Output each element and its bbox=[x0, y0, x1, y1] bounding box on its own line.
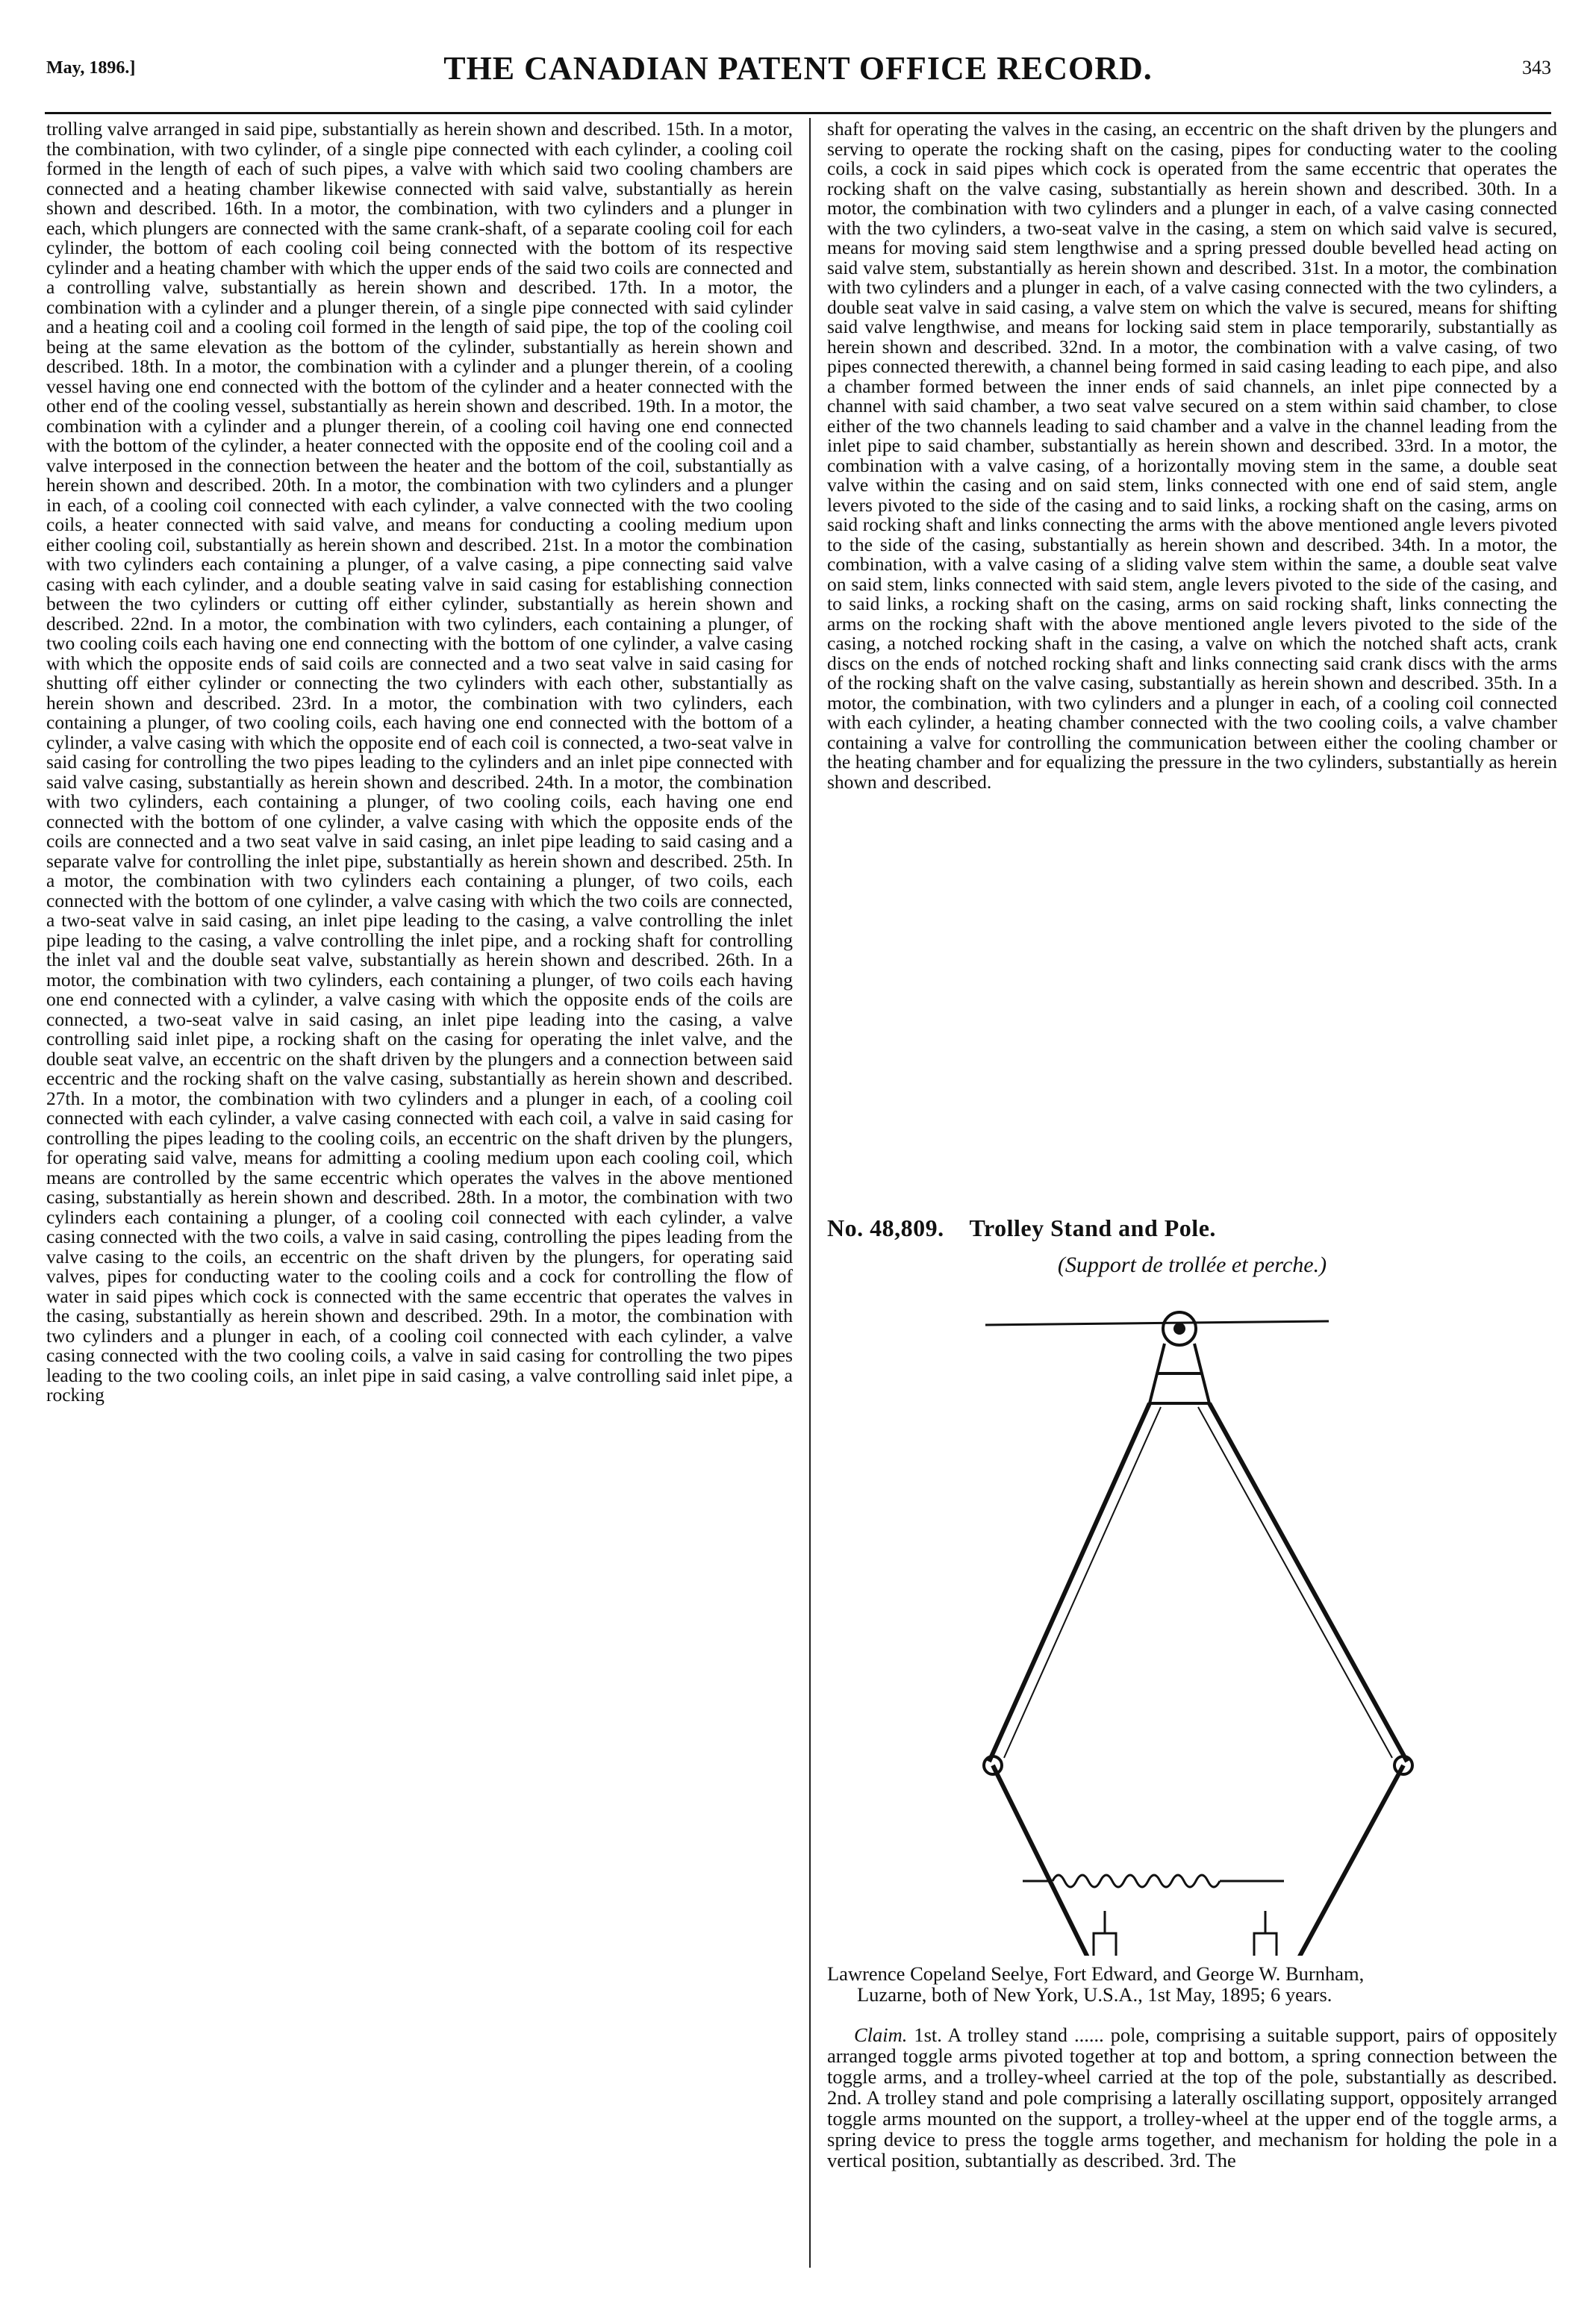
patent-title: Trolley Stand and Pole. bbox=[969, 1214, 1216, 1241]
inventors bbox=[827, 1963, 1557, 2005]
patent-figure bbox=[836, 1284, 1448, 1956]
header-rule bbox=[45, 112, 1551, 114]
patent-subtitle: (Support de trollée et perche.) bbox=[1057, 1253, 1327, 1277]
patent-number: No. 48,809. bbox=[827, 1214, 944, 1241]
column-divider bbox=[809, 118, 811, 2268]
claims bbox=[827, 2024, 1557, 2171]
right-column bbox=[827, 119, 1557, 792]
publication-title: THE CANADIAN PATENT OFFICE RECORD. bbox=[443, 50, 1153, 87]
page-number: 343 bbox=[1522, 57, 1551, 78]
patent-heading bbox=[827, 1214, 1557, 1242]
left-column bbox=[46, 119, 793, 1406]
page-header bbox=[45, 52, 1551, 97]
right-column-text: shaft for operating the valves in the casing, an eccentric on the shaft driven by the plungers and serving to operate the rocking shaft on the casing, pipes for conducting water to the cooling coils, a cock in said pipes which cock is operated from the same eccentric that operates the rocking shaft on the valve casing, substantially as herein shown and described. 30th. In a motor, the combination with two cylinders and a plunger in each, of a valve casing connected with the two cylinders, a two-seat valve in the casing, a stem on which said valve is secured, means for moving said stem lengthwise and a spring pressed double bevelled head acting on said valve stem, substantially as herein shown and described. 31st. In a motor, the combination with two cylinders and a plunger in each, of a valve casing connected with the two cylinders, a double seat valve in said casing, a valve stem on which the valve is secured, means for shifting said valve lengthwise, and means for locking said stem in place temporarily, substantially as herein shown and described. 32nd. In a motor, the combination with a valve casing, of two pipes connected therewith, a channel being formed in said casing leading to each pipe, and also a chamber formed between the inner ends of said channels, an inlet pipe connected by a channel with said chamber, a two seat valve secured on a stem within said chamber, to close either of the two channels leading to said chamber and a valve in the channel leading from the inlet pipe to said chamber, substantially as herein shown and described. 33rd. In a motor, the combination with a valve casing, of a horizontally moving stem in the same, a double seat valve within the casing and on said stem, links connected with one end of said stem, angle levers pivoted to the side of the casing and to said links, a rocking shaft on the casing, arms on said rocking shaft and links connecting the arms with the above mentioned angle levers pivoted to the side of the casing, substantially as herein shown and described. 34th. In a motor, the combination, with a valve casing of a sliding valve stem within the same, a double seat valve on said stem, links connected with said stem, angle levers pivoted to the side of the casing, and to said links, a rocking shaft on the casing, arms on said rocking shaft, links connecting the arms on the rocking shaft with the above mentioned angle levers pivoted to the side of the casing, a notched rocking shaft in the casing, a valve on which the notched shaft acts, crank discs on the ends of notched rocking shaft and links connecting said crank discs with the arms of the rocking shaft on the valve casing, substantially as herein shown and described. 35th. In a motor, the combination, with two cylinders and a plunger in each, of a cooling coil connected with each cylinder, a heating chamber connected with the two cooling coils, a valve chamber containing a valve for controlling the communication between either the cooling chamber or the heating chamber and for equalizing the pressure in the two cylinders, substantially as herein shown and described. bbox=[827, 118, 1557, 793]
claim-label: Claim. bbox=[854, 2024, 908, 2046]
inventors-line-2: Luzarne, both of New York, U.S.A., 1st May, 1895; 6 years. bbox=[857, 1983, 1332, 2006]
inventors-line-1: Lawrence Copeland Seelye, Fort Edward, and George W. Burnham, bbox=[827, 1962, 1365, 1985]
left-column-text: trolling valve arranged in said pipe, substantially as herein shown and described. 15th. In a motor, the combination, with two cylinder, of a single pipe connected with each cylinder, a cooling coil formed in the length of each of such pipes, a valve with which said two cooling chambers are connected and a heating chamber likewise connected with said valve, substantially as herein shown and described. 16th. In a motor, the combination, with two cylinders and a plunger in each, which plungers are connected with the same crank-shaft, of a separate cooling coil for each cylinder, the bottom of each cooling coil being connected with the bottom of its respective cylinder and a heating chamber with which the upper ends of the said two coils are connected and a controlling valve, substantially as herein shown and described. 17th. In a motor, the combination with a cylinder and a plunger therein, of a single pipe connected with said cylinder and a heating coil and a cooling coil formed in the length of said pipe, the top of the cooling coil being at the same elevation as the bottom of the cylinder, substantially as herein shown and described. 18th. In a motor, the combination with a cylinder and a plunger therein, of a cooling vessel having one end connected with the bottom of the cylinder and a heater connected with the other end of the cooling vessel, substantially as herein shown and described. 19th. In a motor, the combination with a cylinder and a plunger therein, of a cooling coil having one end connected with the bottom of the cylinder, a heater connected with the opposite end of the cooling coil and a valve interposed in the connection between the heater and the bottom of the coil, substantially as herein shown and described. 20th. In a motor, the combination with two cylinders and a plunger in each, of a cooling coil connected with each cylinder, a valve connected with the two cooling coils, a heater connected with said valve, and means for conducting a cooling medium upon either cooling coil, substantially as herein shown and described. 21st. In a motor the combination with two cylinders each containing a plunger, of a valve casing, a pipe connecting said valve casing with each cylinder, and a double seating valve in said casing for establishing connection between the two cylinders or cutting off either cylinder, substantially as herein shown and described. 22nd. In a motor, the combination with two cylinders, each containing a plunger, of two cooling coils each having one end connecting with the bottom of one cylinder, a valve casing with which the opposite ends of said coils are connected and a two seat valve in said casing for shutting off either cylinder or connecting the two cylinders with each other, substantially as herein shown and described. 23rd. In a motor, the combination with two cylinders, each containing a plunger, of two cooling coils, each having one end connected with the bottom of a cylinder, a valve casing with which the opposite end of each coil is connected, a two-seat valve in said casing for controlling the two pipes leading to the cylinders and an inlet pipe connected with said valve casing, substantially as herein shown and described. 24th. In a motor, the combination with two cylinders, each containing a plunger, of two cooling coils, each having one end connected with the bottom of one cylinder, a valve casing with which the opposite ends of the coils are connected and a two seat valve in said casing, an inlet pipe leading to said casing and a separate valve for controlling the inlet pipe, substantially as herein shown and described. 25th. In a motor, the combination with two cylinders each containing a plunger, of two coils, each connected with the bottom of one cylinder, a valve casing with which the two coils are connected, a two-seat valve in said casing, an inlet pipe leading to the casing, a valve controlling the inlet pipe leading to the casing, a valve controlling the inlet pipe, and a rocking shaft for controlling the inlet val and the double seat valve, substantially as herein shown and described. 26th. In a motor, the combination with two cylinders, each containing a plunger, of two coils each having one end connected with a cylinder, a valve casing with which the opposite ends of the coils are connected, a two-seat valve in said casing, an inlet pipe leading into the casing, a valve controlling said inlet pipe, a rocking shaft on the casing for operating the inlet valve, and the double seat valve, an eccentric on the shaft driven by the plungers and a connection between said eccentric and the rocking shaft on the valve casing, substantially as herein shown and described. 27th. In a motor, the combination with two cylinders and a plunger in each, of a cooling coil connected with each cylinder, a valve casing connected with each coil, a valve in said casing for controlling the pipes leading to the cooling coils, an eccentric on the shaft driven by the plungers, for operating said valve, means for admitting a cooling medium upon each cooling coil, which means are controlled by the same eccentric which operates the valves in the above mentioned casing, substantially as herein shown and described. 28th. In a motor, the combination with two cylinders each containing a plunger, of a cooling coil connected with each cylinder, a valve casing connected with the two coils, a valve in said casing, controlling the pipes leading from the valve casing to the coils, an eccentric on the shaft driven by the plungers, for operating said valves, pipes for conducting water to the cooling coils and a cock for controlling the flow of water in said pipes which cock is connected with the same eccentric that operates the valves in the casing, substantially as herein shown and described. 29th. In a motor, the combination with two cylinders and a plunger in each, of a cooling coil connected with each cylinder, a valve casing connected with the two cooling coils, a valve in said casing for controlling the two pipes leading to the two cooling coils, an inlet pipe in said casing, a valve controlling said inlet pipe, a rocking bbox=[46, 118, 793, 1406]
claims-text: 1st. A trolley stand ...... pole, comprising a suitable support, pairs of oppositely arranged toggle arms pivoted together at top and bottom, a spring connection between the toggle arms, and a trolley-wheel carried at the top of the pole, substantially as described. 2nd. A trolley stand and pole comprising a laterally oscillating support, oppositely arranged toggle arms mounted on the support, a trolley-wheel at the upper end of the toggle arms, a spring device to press the toggle arms together, and mechanism for holding the pole in a vertical position, subtantially as described. 3rd. The bbox=[827, 2024, 1558, 2171]
issue-date: May, 1896.] bbox=[46, 58, 136, 78]
